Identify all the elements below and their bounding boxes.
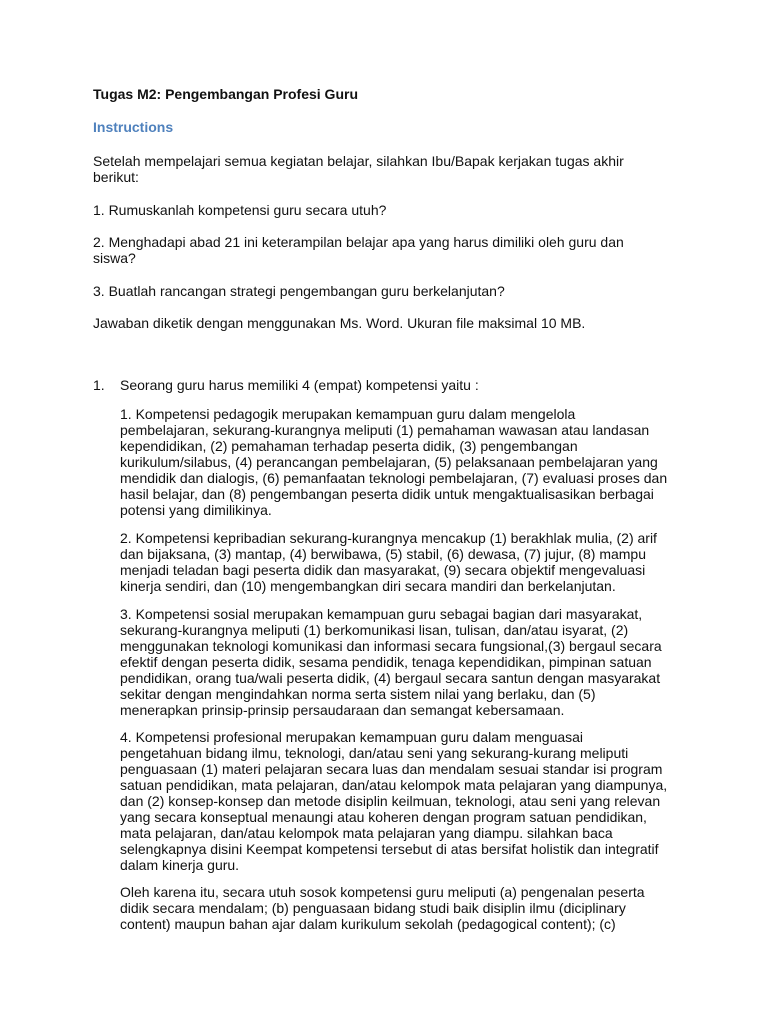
question-2-line: siswa?	[93, 250, 136, 266]
paragraph-line: pengetahuan bidang ilmu, teknologi, dan/atau seni yang sekurang-kurang meliputi	[120, 745, 629, 761]
question-1: 1. Rumuskanlah kompetensi guru secara utuh?	[93, 202, 387, 218]
answer-number: 1.	[93, 377, 105, 393]
paragraph-line: yang secara konseptual menaungi atau koheren dengan program satuan pendidikan,	[120, 809, 647, 825]
paragraph-sosial	[120, 606, 690, 718]
paragraph-line: 1. Kompetensi pedagogik merupakan kemampuan guru dalam mengelola	[120, 406, 576, 422]
question-3: 3. Buatlah rancangan strategi pengembangan guru berkelanjutan?	[93, 283, 505, 299]
paragraph-line: didik secara mendalam; (b) penguasaan bidang studi baik disiplin ilmu (diciplinary	[120, 900, 626, 916]
paragraph-line: penguasaan (1) materi pelajaran secara luas dan mendalam sesuai standar isi program	[120, 761, 663, 777]
paragraph-kepribadian	[120, 530, 690, 594]
paragraph-line: dan (2) konsep-konsep dan metode disiplin keilmuan, teknologi, atau seni yang relevan	[120, 793, 661, 809]
paragraph-profesional	[120, 729, 690, 873]
paragraph-line: potensi yang dimilikinya.	[120, 502, 272, 518]
instructions-heading: Instructions	[93, 119, 174, 135]
paragraph-line: 2. Kompetensi kepribadian sekurang-kurangnya mencakup (1) berakhlak mulia, (2) arif	[120, 530, 657, 546]
paragraph-line: sekitar dengan mengindahkan norma serta sistem nilai yang berlaku, dan (5)	[120, 686, 596, 702]
paragraph-line: 4. Kompetensi profesional merupakan kemampuan guru dalam menguasai	[120, 729, 584, 745]
submission-note: Jawaban diketik dengan menggunakan Ms. Word. Ukuran file maksimal 10 MB.	[93, 315, 586, 331]
paragraph-line: pembelajaran, sekurang-kurangnya meliputi (1) pemahaman wawasan atau landasan	[120, 422, 650, 438]
paragraph-pedagogik	[120, 406, 690, 518]
paragraph-line: selengkapnya disini Keempat kompetensi tersebut di atas bersifat holistik dan integratif	[120, 841, 659, 857]
paragraph-line: satuan pendidikan, mata pelajaran, dan/atau kelompok mata pelajaran yang diampunya,	[120, 777, 668, 793]
paragraph-line: hasil belajar, dan (8) pengembangan peserta didik untuk mengaktualisasikan berbagai	[120, 486, 654, 502]
paragraph-line: pendidikan, orang tua/wali peserta didik, (4) bergaul secara santun dengan masyarakat	[120, 670, 661, 686]
paragraph-line: menjadi teladan bagi peserta didik dan masyarakat, (9) secara objektif mengevaluasi	[120, 562, 646, 578]
document-title: Tugas M2: Pengembangan Profesi Guru	[93, 86, 359, 102]
paragraph-line: efektif dengan peserta didik, sesama pendidik, tenaga kependidikan, pimpinan satuan	[120, 654, 652, 670]
intro-line: berikut:	[93, 169, 139, 185]
paragraph-line: menerapkan prinsip-prinsip persaudaraan dan semangat kebersamaan.	[120, 702, 565, 718]
paragraph-conclusion	[120, 884, 690, 932]
question-2-line: 2. Menghadapi abad 21 ini keterampilan belajar apa yang harus dimiliki oleh guru dan	[93, 234, 624, 250]
paragraph-line: mendidik dan dialogis, (6) pemanfaatan teknologi pembelajaran, (7) evaluasi proses dan	[120, 470, 668, 486]
paragraph-line: dan bijaksana, (3) mantap, (4) berwibawa, (5) stabil, (6) dewasa, (7) jujur, (8) mampu	[120, 546, 646, 562]
paragraph-line: kependidikan, (2) pemahaman terhadap peserta didik, (3) pengembangan	[120, 438, 578, 454]
paragraph-line: sekurang-kurangnya meliputi (1) berkomunikasi lisan, tulisan, dan/atau isyarat, (2)	[120, 622, 629, 638]
paragraph-line: dalam kinerja guru.	[120, 857, 240, 873]
intro-line: Setelah mempelajari semua kegiatan belajar, silahkan Ibu/Bapak kerjakan tugas akhir	[93, 153, 624, 169]
paragraph-line: kurikulum/silabus, (4) perancangan pembelajaran, (5) pelaksanaan pembelajaran yang	[120, 454, 658, 470]
question-2	[93, 234, 673, 266]
paragraph-line: 3. Kompetensi sosial merupakan kemampuan guru sebagai bagian dari masyarakat,	[120, 606, 643, 622]
intro-text	[93, 153, 673, 185]
paragraph-line: menggunakan teknologi komunikasi dan informasi secara fungsional,(3) bergaul secara	[120, 638, 662, 654]
paragraph-line: Oleh karena itu, secara utuh sosok kompetensi guru meliputi (a) pengenalan peserta	[120, 884, 645, 900]
answer-intro: Seorang guru harus memiliki 4 (empat) kompetensi yaitu :	[120, 377, 479, 393]
paragraph-line: kinerja sendiri, dan (10) mengembangkan diri secara mandiri dan berkelanjutan.	[120, 578, 616, 594]
paragraph-line: content) maupun bahan ajar dalam kurikulum sekolah (pedagogical content); (c)	[120, 916, 616, 932]
paragraph-line: mata pelajaran, dan/atau kelompok mata pelajaran yang diampu. silahkan baca	[120, 825, 613, 841]
